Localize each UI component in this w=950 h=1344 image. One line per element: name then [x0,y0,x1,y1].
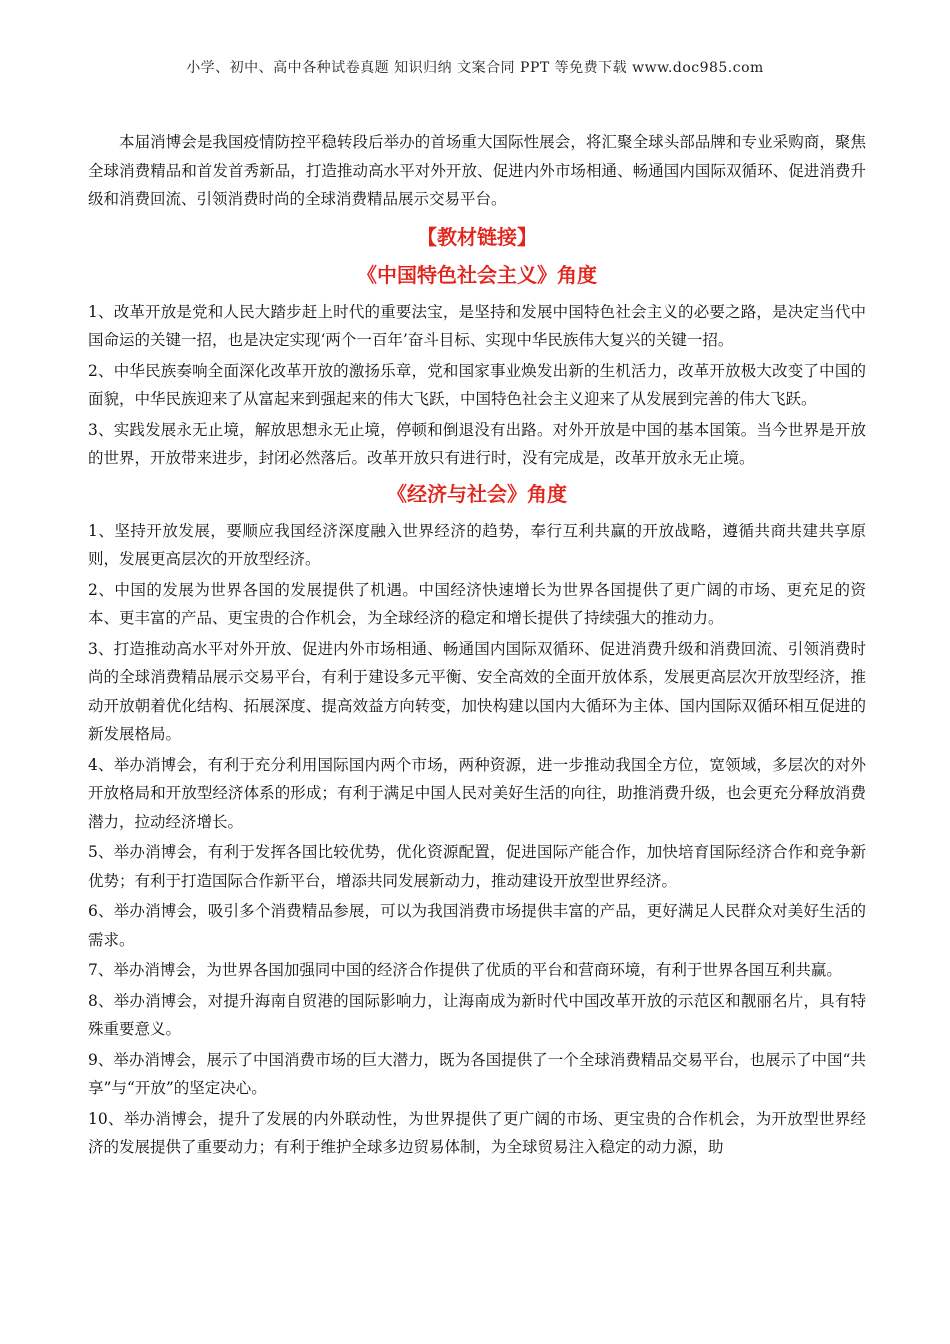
list-item: 1、坚持开放发展，要顺应我国经济深度融入世界经济的趋势，奉行互利共赢的开放战略，遵循共商共建共享原则，发展更高层次的开放型经济。 [88,521,866,568]
textbook-link-heading: 【教材链接】 [417,224,537,249]
intro-paragraph: 本届消博会是我国疫情防控平稳转段后举办的首场重大国际性展会，将汇聚全球头部品牌和专业采购商，聚焦全球消费精品和首发首秀新品，打造推动高水平对外开放、促进内外市场相通、畅通国内国际双循环、促进消费升级和消费回流、引领消费时尚的全球消费精品展示交易平台。 [88,133,866,208]
document-body [88,128,866,1164]
page-header: 小学、初中、高中各种试卷真题 知识归纳 文案合同 PPT 等免费下载 www.doc985.com [186,60,764,76]
list-item: 10、举办消博会，提升了发展的内外联动性，为世界提供了更广阔的市场、更宝贵的合作机会，为开放型世界经济的发展提供了重要动力；有利于维护全球多边贸易体制，为全球贸易注入稳定的动力源，助 [88,1109,866,1156]
list-item: 8、举办消博会，对提升海南自贸港的国际影响力，让海南成为新时代中国改革开放的示范区和靓丽名片，具有特殊重要意义。 [88,991,866,1038]
list-item: 2、中国的发展为世界各国的发展提供了机遇。中国经济快速增长为世界各国提供了更广阔的市场、更充足的资本、更丰富的产品、更宝贵的合作机会，为全球经济的稳定和增长提供了持续强大的推动力。 [88,580,866,627]
list-item: 9、举办消博会，展示了中国消费市场的巨大潜力，既为各国提供了一个全球消费精品交易平台，也展示了中国“共享”与“开放”的坚定决心。 [88,1050,866,1097]
list-item: 5、举办消博会，有利于发挥各国比较优势，优化资源配置，促进国际产能合作，加快培育国际经济合作和竞争新优势；有利于打造国际合作新平台，增添共同发展新动力，推动建设开放型世界经济。 [88,843,866,890]
section-title-socialism: 《中国特色社会主义》角度 [357,262,597,287]
list-item: 4、举办消博会，有利于充分利用国际国内两个市场，两种资源，进一步推动我国全方位，宽领域，多层次的对外开放格局和开放型经济体系的形成；有利于满足中国人民对美好生活的向往，助推消费升级，也会更充分释放消费潜力，拉动经济增长。 [88,755,866,831]
list-item: 2、中华民族奏响全面深化改革开放的激扬乐章，党和国家事业焕发出新的生机活力，改革开放极大改变了中国的面貌，中华民族迎来了从富起来到强起来的伟大飞跃，中国特色社会主义迎来了从发展到完善的伟大飞跃。 [88,361,866,408]
list-item: 3、实践发展永无止境，解放思想永无止境，停顿和倒退没有出路。对外开放是中国的基本国策。当今世界是开放的世界，开放带来进步，封闭必然落后。改革开放只有进行时，没有完成是，改革开放永无止境。 [88,420,866,467]
list-item: 6、举办消博会，吸引多个消费精品参展，可以为我国消费市场提供丰富的产品，更好满足人民群众对美好生活的需求。 [88,902,866,949]
list-item: 3、打造推动高水平对外开放、促进内外市场相通、畅通国内国际双循环、促进消费升级和消费回流、引领消费时尚的全球消费精品展示交易平台，有利于建设多元平衡、安全高效的全面开放体系，发展更高层次开放型经济，推动开放朝着优化结构、拓展深度、提高效益方向转变，加快构建以国内大循环为主体、国内国际双循环相互促进的新发展格局。 [88,639,866,743]
list-item: 1、改革开放是党和人民大踏步赶上时代的重要法宝，是坚持和发展中国特色社会主义的必要之路，是决定当代中国命运的关键一招，也是决定实现‘两个一百年’奋斗目标、实现中华民族伟大复兴的关键一招。 [88,302,866,349]
section-title-economy-society: 《经济与社会》角度 [387,481,567,506]
list-item: 7、举办消博会，为世界各国加强同中国的经济合作提供了优质的平台和营商环境，有利于世界各国互利共赢。 [88,961,842,979]
